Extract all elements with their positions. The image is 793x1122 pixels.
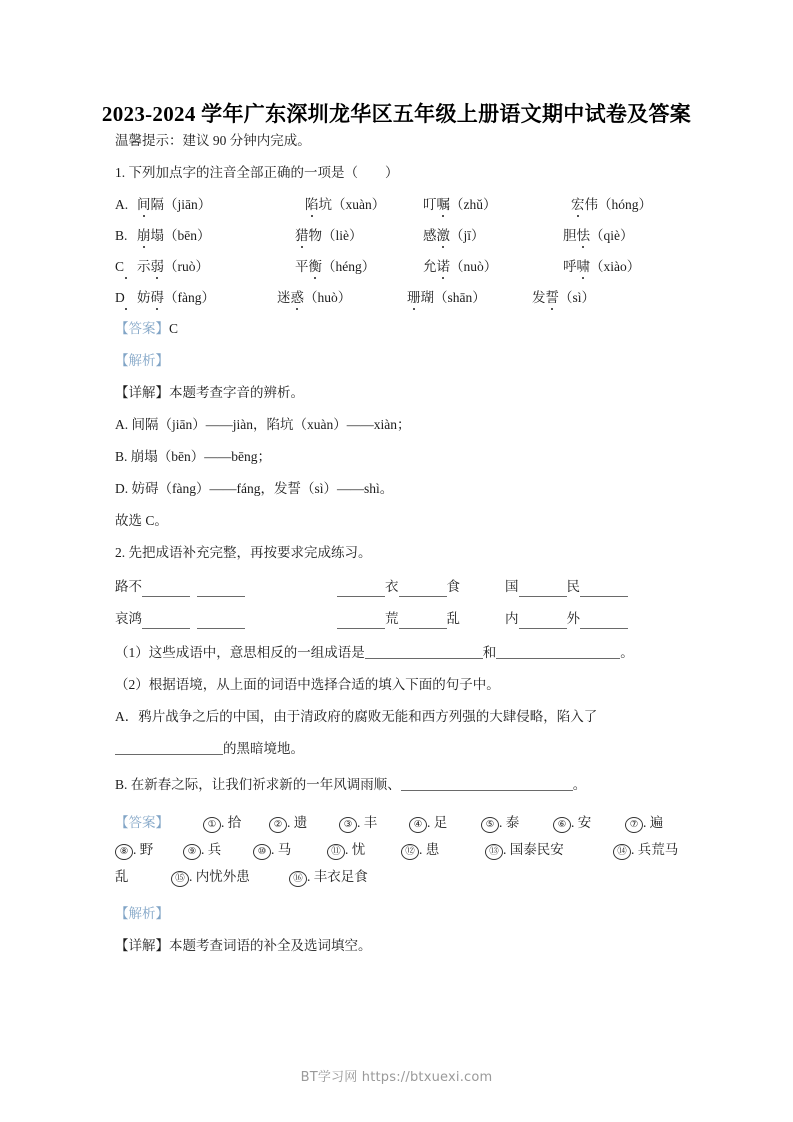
question-1-conclusion: 故选 C。 [115,513,168,528]
idiom-blank[interactable] [399,615,447,629]
question-1-option-c[interactable] [95,259,698,275]
notice-text: 温馨提示：建议 90 分钟内完成。 [115,133,311,148]
option-a-item-4: 宏伟（hóng） [571,197,652,212]
answer-item: ④ . 足 [409,809,481,836]
idiom-4: 哀鸿 [115,609,337,629]
question-1-answer [95,321,698,337]
answer-tag: 【答案】 [115,321,169,336]
idiom-blank[interactable] [580,583,628,597]
option-c-item-4: 呼啸（xiào） [563,259,641,274]
answer-blank[interactable] [365,645,483,659]
question-2-sentence-a-cont: 的黑暗境地。 [95,737,698,761]
question-1-analysis-tag: 【解析】 [115,353,169,368]
option-d-item-1: 妨碍（fàng） [137,290,215,305]
option-d-item-4: 发誓（sì） [532,290,596,305]
idiom-2: 衣 食 [337,577,505,597]
answer-item: ⑥ . 安 [553,809,625,836]
idiom-blank[interactable] [399,583,447,597]
idiom-blank[interactable] [142,615,190,629]
option-a-label: A. [115,197,129,212]
idiom-blank[interactable] [337,615,385,629]
option-d-item-2: 迷惑（huò） [277,290,352,305]
question-2-stem: 2. 先把成语补充完整，再按要求完成练习。 [115,545,372,560]
option-b-item-4: 胆怯（qiè） [563,228,634,243]
page-title: 2023-2024 学年广东深圳龙华区五年级上册语文期中试卷及答案 [101,102,692,126]
option-b-label: B. [115,228,128,243]
answer-row-2 [115,836,698,863]
idiom-blank[interactable] [142,583,190,597]
option-a-item-1: 间隔（jiān） [137,197,212,212]
question-2-sub-1: （1）这些成语中，意思相反的一组成语是 和 。 [115,645,634,660]
answer-item: ⑭ . 兵荒马 [613,836,678,863]
option-c-item-3: 允诺（nuò） [423,259,498,274]
idiom-1: 路不 [115,577,337,597]
footer-watermark: BT学习网 https://btxuexi.com [300,1070,493,1085]
answer-blank[interactable] [401,777,573,791]
answer-item: ⑫ . 患 [401,836,485,863]
idiom-3: 国 民 [505,577,628,597]
idiom-blank[interactable] [519,615,567,629]
question-1-stem: 1. 下列加点字的注音全部正确的一项是（ ） [115,165,399,180]
answer-item: ⑮ . 内忧外患 [171,863,289,890]
answer-item-overflow: 乱 [115,869,129,884]
option-d-label: D [115,290,137,306]
question-1-option-d[interactable] [95,290,698,306]
question-2-analysis-tag: 【解析】 [115,906,169,921]
answer-row-1 [115,809,698,836]
question-2-detail: 【详解】本题考查词语的补全及选词填空。 [115,938,372,953]
option-c-item-1: 示弱（ruò） [137,259,209,274]
answer-item: ⑦ . 遍 [625,809,663,836]
question-1-option-b[interactable] [95,228,698,244]
idiom-blank[interactable] [197,583,245,597]
option-a-item-2: 陷坑（xuàn） [305,197,386,212]
idiom-blank[interactable] [519,583,567,597]
answer-item: ⑬ . 国泰民安 [485,836,613,863]
option-c-label: C [115,259,137,275]
answer-item: ⑨ . 兵 [183,836,253,863]
idiom-blank[interactable] [580,615,628,629]
question-2-sub-2: （2）根据语境，从上面的词语中选择合适的填入下面的句子中。 [115,677,500,692]
idiom-row-2 [95,609,698,629]
question-1-detail: 【详解】本题考查字音的辨析。 [115,385,304,400]
answer-item: ① . 拾 [203,809,269,836]
answer-blank[interactable] [496,645,620,659]
option-a-item-3: 叮嘱（zhǔ） [423,197,497,212]
option-c-item-2: 平衡（héng） [295,259,376,274]
answer-item: ⑩ . 马 [253,836,327,863]
question-1-detail-b: B. 崩塌（bēn）——bēng； [115,449,271,464]
question-2-sentence-a: A．鸦片战争之后的中国，由于清政府的腐败无能和西方列强的大肆侵略，陷入了 [115,709,598,724]
answer-item: ⑤ . 泰 [481,809,553,836]
question-2-answers [95,809,698,890]
idiom-blank[interactable] [337,583,385,597]
answer-item: ⑪ . 忧 [327,836,401,863]
answer-item: ⑯ . 丰衣足食 [289,863,368,890]
question-1-option-a[interactable] [95,197,698,213]
option-b-item-3: 感激（jī） [423,228,485,243]
answer-value: C [169,321,179,336]
option-b-item-1: 崩塌（bēn） [137,228,211,243]
idiom-row-1 [95,577,698,597]
option-b-item-2: 猎物（liè） [295,228,363,243]
option-d-item-3: 珊瑚（shān） [407,290,486,305]
answer-item: ② . 遗 [269,809,339,836]
answer-blank[interactable] [115,741,223,755]
question-1-detail-a: A. 间隔（jiān）——jiàn，陷坑（xuàn）——xiàn； [115,417,411,432]
idiom-6: 内 外 [505,609,628,629]
question-1-detail-d: D. 妨碍（fàng）——fáng，发誓（sì）——shì。 [115,481,394,496]
answer-row-3 [115,863,698,890]
answer-tag: 【答案】 [115,815,169,830]
question-2-sentence-b: B. 在新春之际，让我们祈求新的一年风调雨顺、 。 [115,777,587,792]
answer-item: ⑧ . 野 [115,836,183,863]
idiom-5: 荒 乱 [337,609,505,629]
idiom-blank[interactable] [197,615,245,629]
answer-item: ③ . 丰 [339,809,409,836]
